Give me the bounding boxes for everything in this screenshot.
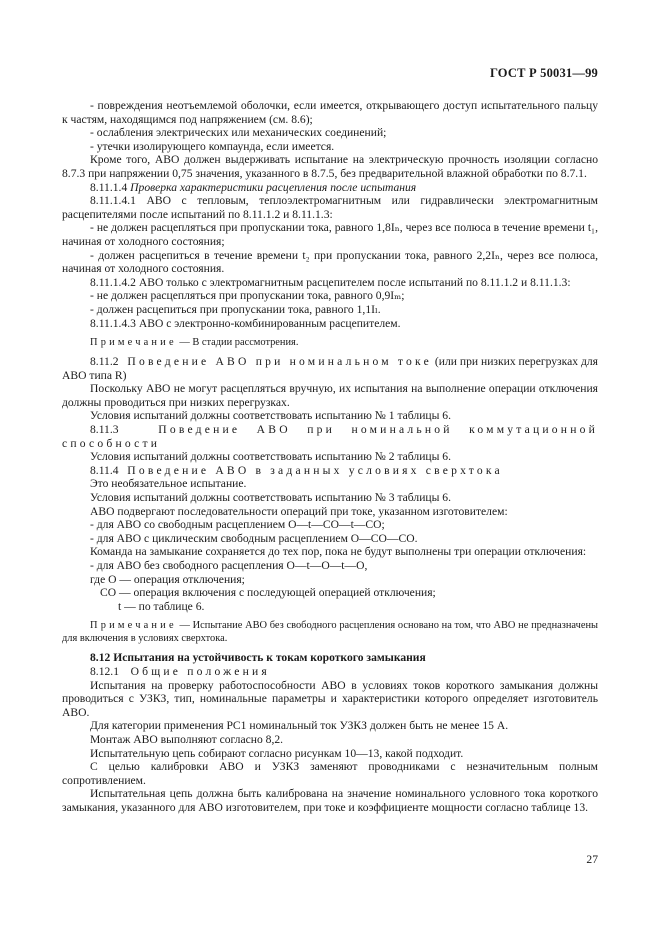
section-heading (62, 423, 598, 450)
paragraph: Это необязательное испытание. (90, 477, 247, 491)
paragraph: - для АВО со свободным расцеплением О—t—CO—t—CO; (90, 518, 385, 532)
legend-line: t — по таблице 6. (118, 599, 205, 613)
section-number: 8.11.3 (90, 423, 119, 437)
paragraph: Условия испытаний должны соответствовать испытанию № 1 таблицы 6. (90, 409, 451, 423)
section-heading: 8.12 Испытания на устойчивость к токам короткого замыкания (90, 651, 426, 665)
document-header: ГОСТ Р 50031—99 (489, 66, 598, 80)
section-heading (62, 464, 598, 478)
section-number: 8.11.1.4 (90, 180, 128, 194)
section-title: Проверка характеристики расцепления после испытания (130, 180, 417, 194)
paragraph: - утечки изолирующего компаунда, если имеется. (90, 139, 335, 153)
section-title: Поведение АВО при номинальной коммутационной способности (62, 423, 598, 450)
page-number: 27 (586, 853, 598, 866)
paragraph: Условия испытаний должны соответствовать испытанию № 3 таблицы 6. (90, 491, 451, 505)
paragraph: - не должен расцепляться при пропускании тока, равного 0,9Iₘ; (90, 289, 405, 303)
section-title-rest: (или при низких перегрузках для АВО типа R) (62, 355, 598, 382)
section-title: Общие положения (130, 664, 270, 678)
paragraph: Испытания на проверку работоспособности АВО в условиях токов короткого замыкания должны проводиться с УЗКЗ, тип, номинальные параметры и характеристики которого определяет изготовитель АВО. (62, 678, 598, 719)
section-heading (62, 355, 598, 382)
section-heading (62, 665, 598, 679)
note-label: Примечание (90, 337, 177, 349)
section-title: Поведение АВО при номинальном токе (127, 355, 432, 369)
paragraph: 8.11.1.4.1 АВО с тепловым, теплоэлектромагнитным или гидравлически электромагнитным расцепителями после испытаний по 8.11.1.2 и 8.11.1.3: (62, 194, 598, 221)
paragraph: - должен расцепиться в течение времени t₂ при пропускании тока, равного 2,2Iₙ, через все полюса, начиная от холодного состояния. (62, 248, 598, 276)
note-text: — В стадии рассмотрения. (176, 337, 299, 349)
paragraph: - не должен расцепляться при пропускании тока, равного 1,8Iₙ, через все полюса в течение времени t₁, начиная от холодного состояния; (62, 221, 598, 248)
paragraph: - ослабления электрических или механических соединений; (90, 126, 387, 140)
legend-line: CO — операция включения с последующей операцией отключения; (100, 586, 436, 600)
paragraph: Монтаж АВО выполняют согласно 8,2. (90, 732, 284, 746)
note-label: Примечание (90, 620, 177, 632)
paragraph: С целью калибровки АВО и УЗКЗ заменяют проводниками с незначительным полным сопротивлением. (62, 760, 598, 787)
legend-line: где О — операция отключения; (90, 572, 245, 586)
section-heading (62, 181, 598, 195)
section-number: 8.12.1 (90, 664, 119, 678)
paragraph: 8.11.1.4.3 АВО с электронно-комбинированным расцепителем. (90, 316, 401, 330)
paragraph: - для АВО без свободного расцепления О—t—O—t—O, (90, 559, 368, 572)
paragraph: - повреждения неотъемлемой оболочки, если имеется, открывающего доступ испытательного пальцу к частям, находящимся под напряжением (см. 8.6); (62, 99, 598, 126)
section-number: 8.11.4 (90, 463, 119, 477)
paragraph: 8.11.1.4.2 АВО только с электромагнитным расцепителем после испытаний по 8.11.1.2 и 8.11.1.3: (90, 275, 571, 289)
section-title: Поведение АВО в заданных условиях сверхтока (127, 463, 503, 477)
document-body (62, 99, 598, 815)
paragraph: Условия испытаний должны соответствовать испытанию № 2 таблицы 6. (90, 450, 451, 464)
paragraph: Испытательную цепь собирают согласно рисункам 10—13, какой подходит. (90, 746, 464, 760)
paragraph: Команда на замыкание сохраняется до тех пор, пока не будут выполнены три операции отключения: (90, 545, 587, 559)
paragraph: Поскольку АВО не могут расцепляться вручную, их испытания на выполнение операции отключения должны проводиться при низких перегрузках. (62, 382, 598, 409)
section-number: 8.11.2 (90, 355, 119, 369)
paragraph: Для категории применения PC1 номинальный ток УЗКЗ должен быть не менее 15 А. (90, 719, 509, 733)
note-text: — Испытание АВО без свободного расцепления основано на том, что АВО не предназначены для включения в условиях сверхтока. (62, 620, 598, 645)
note (62, 619, 598, 645)
paragraph: Испытательная цепь должна быть калибрована на значение номинального условного тока короткого замыкания, указанного для АВО изготовителем, при токе и коэффициенте мощности согласно таблице 13. (62, 787, 598, 814)
paragraph: - для АВО с циклическим свободным расцеплением О—CO—CO. (90, 531, 418, 545)
paragraph: - должен расцепиться при пропускании тока, равного 1,1Iₗ. (90, 302, 381, 316)
paragraph: Кроме того, АВО должен выдерживать испытание на электрическую прочность изоляции согласно 8.7.3 при напряжении 0,75 значения, указанного в 8.7.5, без предварительной влажной обработки по 8.7.1. (62, 153, 598, 180)
note (62, 336, 598, 349)
paragraph: АВО подвергают последовательности операций при токе, указанном изготовителем: (90, 504, 508, 518)
